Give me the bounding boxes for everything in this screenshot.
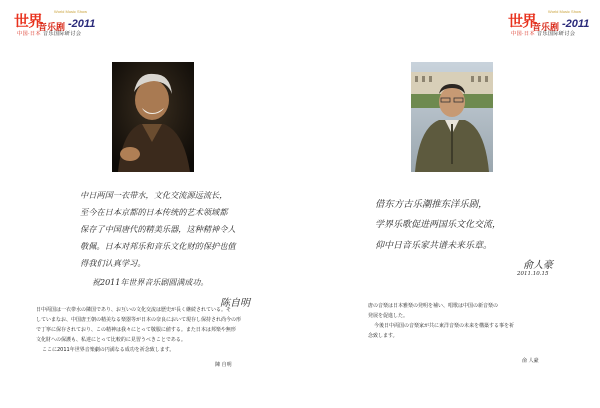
- portrait-image: [411, 62, 493, 172]
- handwriting-signature: 陈自明: [220, 298, 250, 309]
- handwriting-date: 2011.10.15: [517, 271, 549, 277]
- japanese-caption-left: 日中両国は一衣帯水の隣国であり、お互いの文化交流は歴史が長く継続されている。そ していまなお、中国唐王朝の精美なる楽器等が日本の奈良において現存し保持され尚今の形 で丁寧に保存されており、この精神は我々にとって敬服に値する。また日本は邦楽や無形 文化財への保護も、私達にとって比較的に見習うべきことである。 ここに2011年世界音楽劇の円満なる成功を祈念致します。: [36, 307, 242, 353]
- logo-yue-text: 音乐剧: [38, 23, 66, 33]
- handwriting-line: 中日两国一衣带水，文化交流源远流长，: [80, 190, 228, 200]
- handwriting-line: 至今在日本京都的日本传统的艺术领域都: [80, 207, 228, 217]
- handwriting-line: 敬佩。日本对邦乐和音乐文化财的保护也值: [80, 241, 236, 251]
- handwriting-signature: 俞人豪: [523, 260, 553, 271]
- logo-main-text: 世界: [508, 13, 537, 30]
- portrait-photo-yu: [411, 62, 493, 172]
- logo-year: -2011: [68, 18, 96, 30]
- logo-yue-text: 音乐剧: [532, 23, 560, 33]
- event-logo: [14, 10, 94, 40]
- logo-subtitle: 中国·日本 音乐国际研讨会: [511, 31, 576, 37]
- handwriting-line: 学界乐歌促进两国乐文化交流，: [375, 220, 502, 230]
- handwritten-message-left: [80, 190, 290, 310]
- handwriting-line: 借东方古乐潮推东洋乐剧，: [375, 199, 488, 210]
- logo-small-text: World Music Show: [54, 9, 88, 14]
- event-logo: [508, 10, 588, 40]
- portrait-image: [112, 62, 194, 172]
- handwritten-message-right: [375, 196, 575, 286]
- logo-year: -2011: [562, 18, 590, 30]
- logo-small-text: World Music Show: [548, 9, 582, 14]
- logo-subtitle: 中国·日本 音乐国际研讨会: [17, 31, 82, 37]
- handwriting-line: 祝2011年世界音乐剧圆满成功。: [92, 278, 209, 287]
- handwriting-line: 仰中日音乐家共谱未来乐章。: [375, 241, 493, 251]
- japanese-caption-right: 唐の音楽は日本雅楽の発明を補い、唱歌は中国の新音楽の 発展を促進した。 今後日中両国の音楽家が共に東洋音楽の未来を構築する事を祈 念致します。: [368, 303, 515, 339]
- signature-right: 俞 人豪: [522, 358, 539, 364]
- handwriting-line: 得我们认真学习。: [80, 258, 146, 268]
- logo-main-text: 世界: [14, 13, 43, 30]
- handwriting-line: 保存了中国唐代的精美乐器，这种精神令人: [80, 224, 236, 234]
- signature-left: 陳 自明: [215, 362, 232, 368]
- portrait-photo-chen: [112, 62, 194, 172]
